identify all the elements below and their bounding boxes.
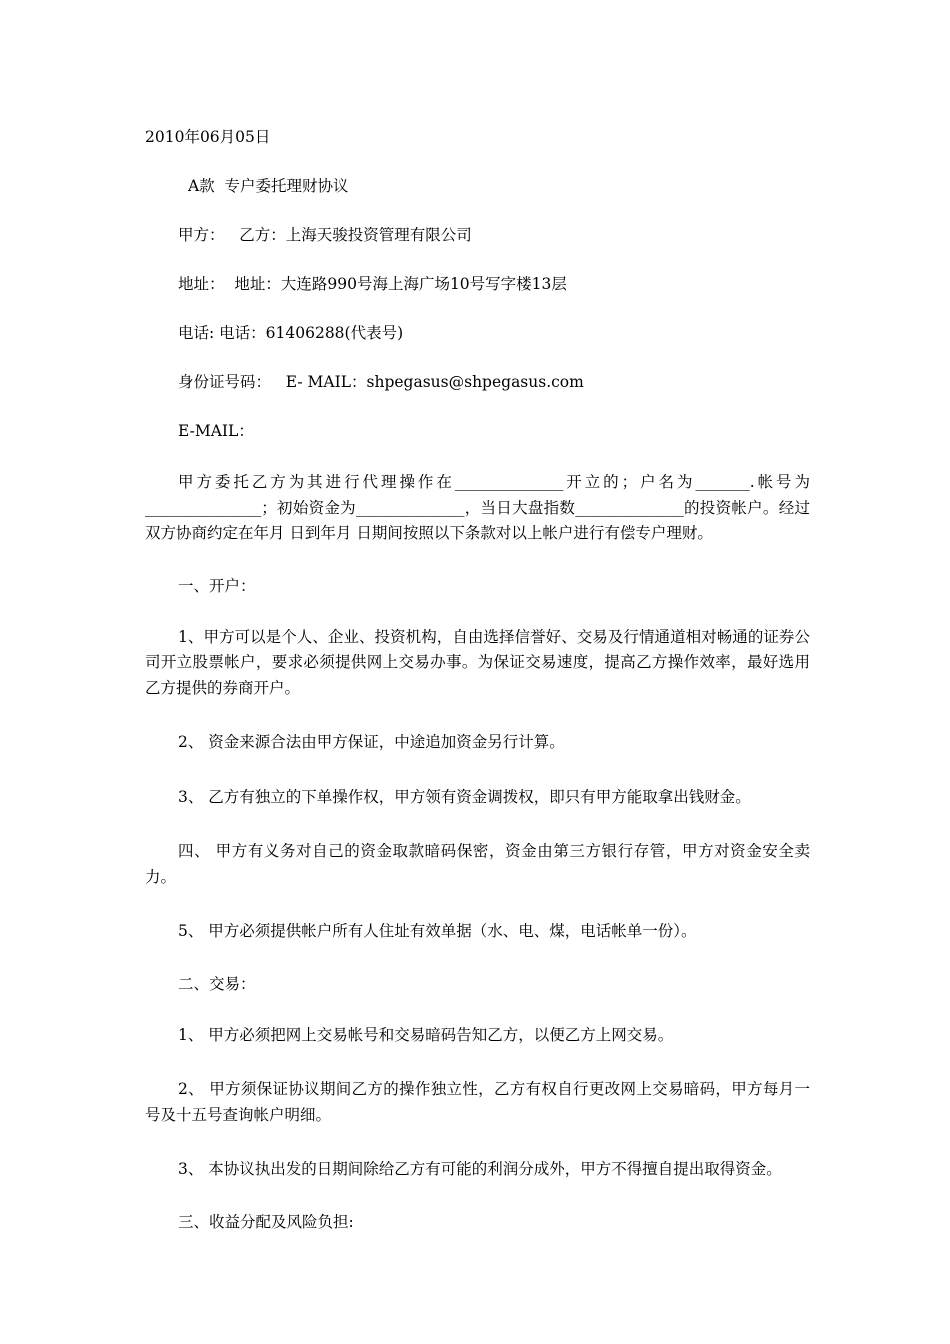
clause-1-3: 3、 乙方有独立的下单操作权，甲方领有资金调拨权，即只有甲方能取拿出钱财金。 bbox=[178, 787, 751, 806]
document-title: A款 专户委托理财协议 bbox=[188, 177, 349, 195]
intro-paragraph: 甲方委托乙方为其进行代理操作在______________开立的；户名为_______.帐号为_______________；初始资金为______________，当日大盘指数______________的投资帐户。经过双方协商约定在年月 日到年月 日期间按照以下条款对以上帐户进行有偿专户理财。 bbox=[145, 473, 810, 542]
phone-line: 电话: 电话：61406288(代表号) bbox=[178, 324, 404, 342]
address-line: 地址： 地址：大连路990号海上海广场10号写字楼13层 bbox=[178, 275, 567, 293]
id-line: 身份证号码： E- MAIL：shpegasus@shpegasus.com bbox=[178, 373, 584, 391]
clause-1-1: 1、甲方可以是个人、企业、投资机构，自由选择信誉好、交易及行情通道相对畅通的证券公司开立股票帐户，要求必须提供网上交易办事。为保证交易速度，提高乙方操作效率，最好选用乙方提供的券商开户。 bbox=[145, 627, 810, 697]
clause-1-4: 四、 甲方有义务对自己的资金取款暗码保密，资金由第三方银行存管，甲方对资金安全卖力。 bbox=[145, 842, 810, 886]
section-heading-profit-risk: 三、收益分配及风险负担: bbox=[178, 1212, 354, 1231]
clause-1-2: 2、 资金来源合法由甲方保证，中途追加资金另行计算。 bbox=[178, 733, 565, 751]
email-line: E-MAIL： bbox=[178, 422, 254, 440]
clause-2-2: 2、 甲方须保证协议期间乙方的操作独立性，乙方有权自行更改网上交易暗码，甲方每月一号及十五号查询帐户明细。 bbox=[145, 1080, 810, 1124]
agreement-body bbox=[145, 127, 810, 1261]
clause-2-3: 3、 本协议执出发的日期间除给乙方有可能的利润分成外，甲方不得擅自提出取得资金。 bbox=[178, 1160, 782, 1178]
clause-2-1: 1、 甲方必须把网上交易帐号和交易暗码告知乙方，以便乙方上网交易。 bbox=[178, 1025, 674, 1044]
section-heading-opening: 一、开户： bbox=[178, 576, 256, 595]
section-heading-trading: 二、交易： bbox=[178, 974, 256, 993]
clause-1-5: 5、 甲方必须提供帐户所有人住址有效单据（水、电、煤，电话帐单一份）。 bbox=[178, 922, 697, 940]
document-date: 2010年06月05日 bbox=[145, 128, 271, 146]
party-line: 甲方： 乙方：上海天骏投资管理有限公司 bbox=[178, 226, 472, 244]
